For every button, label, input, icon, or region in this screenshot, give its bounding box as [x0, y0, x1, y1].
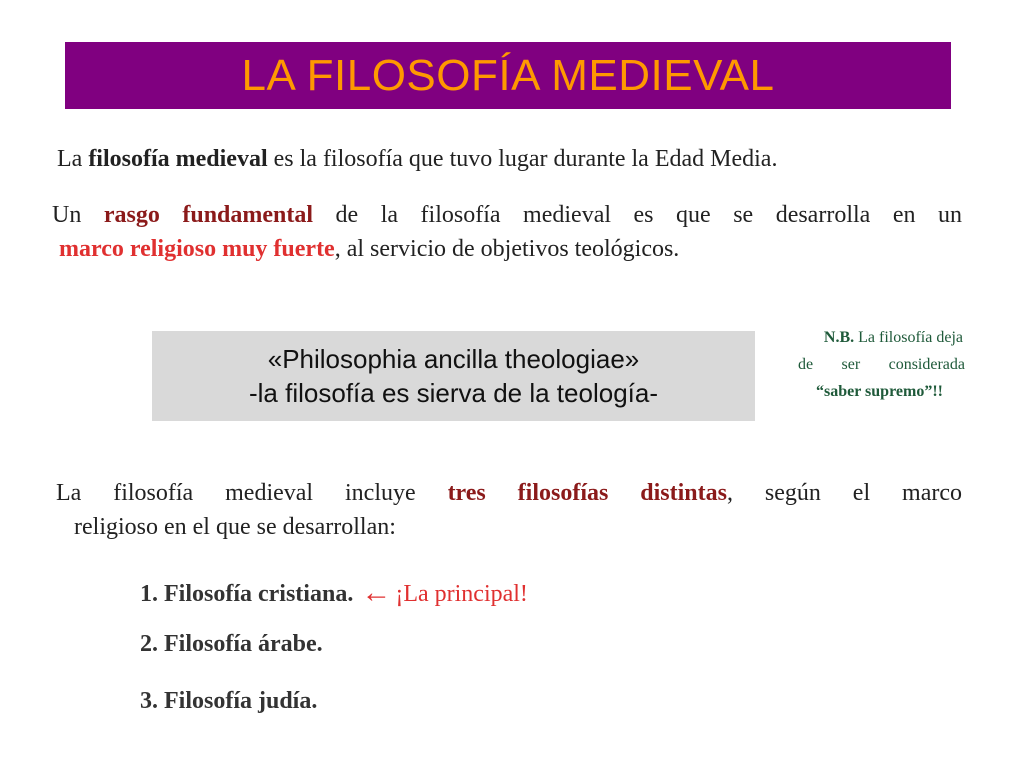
- left-arrow-icon: ←: [361, 576, 392, 609]
- paragraph1-post: es la filosofía que tuvo lugar durante la Edad Media.: [267, 146, 778, 172]
- side-note: [780, 324, 965, 405]
- list-item: [140, 631, 323, 658]
- paragraph2-post: , al servicio de objetivos teológicos.: [334, 236, 680, 262]
- note-line2: de ser considerada: [798, 356, 965, 373]
- paragraph2-pre: Un: [52, 202, 104, 228]
- list-item: [140, 688, 317, 715]
- note-line1: [780, 324, 965, 351]
- paragraph2-line1: [52, 198, 962, 232]
- note-line3: “saber supremo”!!: [816, 383, 943, 400]
- paragraph3-highlight: tres filosofías distintas: [447, 480, 727, 506]
- list-item-text: 3. Filosofía judía.: [140, 688, 318, 714]
- paragraph3-post: , según el marco: [726, 480, 962, 506]
- paragraph2-highlight: marco religioso muy fuerte: [59, 236, 335, 262]
- paragraph2-bold: rasgo fundamental: [103, 202, 314, 228]
- paragraph-three-philosophies: [56, 476, 962, 544]
- note-line1-rest: La filosofía deja: [854, 329, 963, 346]
- paragraph-fundamental-trait: [52, 198, 962, 266]
- quote-line1: «Philosophia ancilla theologiae»: [267, 344, 640, 374]
- paragraph1-pre: La: [57, 146, 89, 172]
- list-item: [140, 575, 528, 609]
- page-title: LA FILOSOFÍA MEDIEVAL: [241, 50, 775, 100]
- list-item-text: 2. Filosofía árabe.: [140, 631, 323, 657]
- quote-line2: -la filosofía es sierva de la teología-: [249, 378, 658, 408]
- list-item-note: ¡La principal!: [395, 581, 528, 607]
- paragraph3-line2: religioso en el que se desarrollan:: [74, 514, 396, 540]
- paragraph2-line2: [52, 232, 962, 266]
- paragraph1-bold: filosofía medieval: [88, 146, 268, 172]
- note-label: N.B.: [823, 329, 855, 346]
- paragraph3-pre: La filosofía medieval incluye: [56, 480, 448, 506]
- title-banner: [65, 42, 951, 109]
- paragraph-definition: [57, 142, 957, 176]
- list-item-text: 1. Filosofía cristiana.: [140, 581, 354, 607]
- paragraph3-line1: [56, 476, 962, 510]
- paragraph2-mid: de la filosofía medieval es que se desarrolla en un: [313, 202, 962, 228]
- quote-box: [152, 331, 755, 421]
